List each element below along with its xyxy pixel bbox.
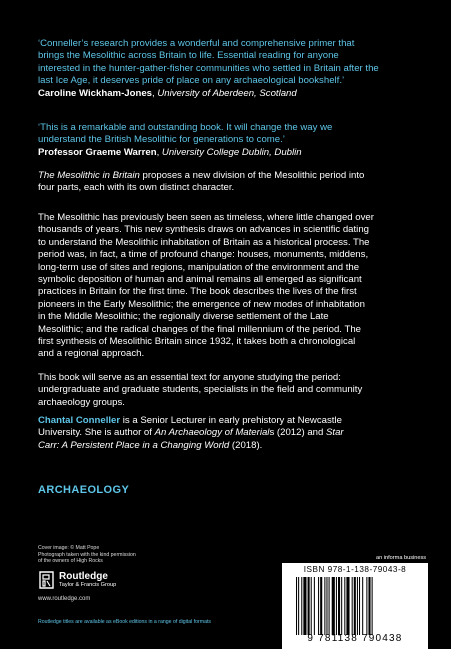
barcode-bar (320, 577, 322, 635)
barcode-bar (354, 577, 356, 635)
publisher-logo (38, 570, 116, 590)
barcode (282, 563, 428, 649)
barcode-bar (303, 577, 306, 635)
intro-paragraph: The Mesolithic in Britain proposes a new division of the Mesolithic period into four parts, each with its own distinct character. (38, 170, 365, 194)
quote-text: ‘Conneller’s research provides a wonderful and comprehensive primer that (38, 38, 355, 49)
quote-text: ‘This is a remarkable and outstanding book. It will change the way we (38, 122, 333, 133)
barcode-bar (338, 577, 340, 635)
publisher-name: Routledge (59, 570, 108, 582)
barcode-bars (294, 577, 418, 635)
barcode-bar (318, 577, 319, 635)
barcode-bar (329, 577, 330, 635)
barcode-bar (362, 577, 363, 635)
routledge-logo-icon (38, 570, 55, 590)
barcode-bar (336, 577, 337, 635)
subject-category: ARCHAEOLOGY (38, 484, 130, 496)
barcode-bar (344, 577, 345, 635)
audience-paragraph: This book will serve as an essential text for anyone studying the period: undergraduate and graduate students, specialists in the field and community archaeology groups. (38, 372, 363, 408)
barcode-bar (357, 577, 358, 635)
informa-tagline: an informa business (376, 555, 427, 561)
barcode-bar (298, 577, 299, 635)
barcode-bar (352, 577, 353, 635)
barcode-digits: 9 781138 790438 (307, 633, 403, 644)
barcode-bar (301, 577, 302, 635)
author-bio: Chantal Conneller is a Senior Lecturer in early prehistory at Newcastle University. She is author of An Archaeology of Materials (2012) and Star Carr: A Persistent Place in a Changing World (2018). (38, 415, 344, 451)
barcode-bar (341, 577, 342, 635)
quote-text: understand the British Mesolithic for generations to come.’ (38, 134, 285, 146)
barcode-bar (359, 577, 360, 635)
endorsement-2 (38, 122, 423, 159)
isbn: ISBN 978-1-138-79043-8 (303, 565, 407, 574)
publisher-group: Taylor & Francis Group (59, 581, 117, 588)
barcode-bar (366, 577, 367, 635)
barcode-bar (296, 577, 297, 635)
quote-text: last Ice Age, it deserves pride of place on any archaeological bookshelf.’ (38, 75, 345, 87)
endorser-affiliation: University of Aberdeen, Scotland (157, 87, 297, 99)
endorser-name: Professor Graeme Warren (38, 146, 157, 158)
endorser: Professor Graeme Warren, University College Dublin, Dublin (38, 146, 302, 158)
cover-credits: Cover image: © Matt Pope Photograph taken with the kind permission of the owners of High Rocks (38, 545, 136, 565)
endorser-name: Caroline Wickham-Jones (38, 87, 153, 99)
barcode-bar (346, 577, 349, 635)
barcode-bar (308, 577, 310, 635)
barcode-bar (311, 577, 312, 635)
endorsement-1 (38, 38, 423, 100)
barcode-bar (314, 577, 315, 635)
endorser: Caroline Wickham-Jones, University of Aberdeen, Scotland (38, 87, 297, 99)
book-title: The Mesolithic in Britain (38, 170, 140, 181)
barcode-bar (368, 577, 370, 635)
barcode-bar (372, 577, 373, 635)
quote-text: brings the Mesolithic across Britain to life. Essential reading for anyone (38, 50, 339, 62)
publisher-website: www.routledge.com (38, 596, 91, 602)
author-name: Chantal Conneller (38, 415, 121, 426)
description-paragraph: The Mesolithic has previously been seen as timeless, where little changed over thousands of years. This new synthesis draws on advances in scientific dating to understand the Mesolithic inhabitation of Britain as a historical process. The period was, in fact, a time of profound change: houses, monuments, middens, long-term use of sites and regions, manipulation of the environment and the symbolic deposition of human and animal remains all emerged as significant practices in Britain for the first time. The book describes the lives of the first pioneers in the Early Mesolithic; the emergence of new modes of inhabitation in the Middle Mesolithic; the regionally diverse settlement of the Late Mesolithic; and the radical changes of the final millennium of the period. The first synthesis of Mesolithic Britain since 1932, it takes both a chronological and a regional approach. (38, 212, 374, 360)
barcode-bar (324, 577, 325, 635)
quote-text: interested in the hunter-gather-fisher communities who settled in Britain after the (38, 62, 379, 74)
barcode-bar (332, 577, 335, 635)
barcode-bar (326, 577, 327, 635)
ebook-note: Routledge titles are available as eBook editions in a range of digital formats (38, 619, 212, 625)
endorser-affiliation: University College Dublin, Dublin (161, 146, 302, 158)
